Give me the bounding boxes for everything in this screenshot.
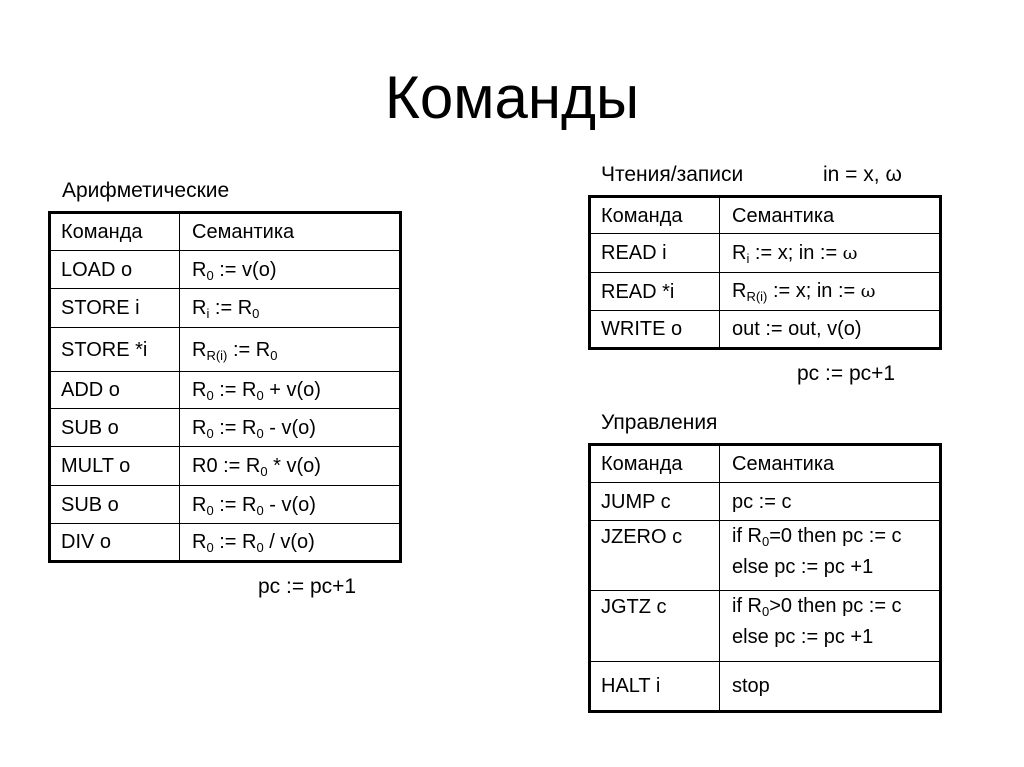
semantics-cell: $R_{R(i)}$ := x; in := ω [720,273,941,311]
column-header-semantics: Семантика [720,197,941,234]
table-header-row [590,445,941,483]
table-header-row [50,213,401,251]
command-cell: SUB o [50,486,180,524]
table-header-row [590,197,941,234]
semantics-cell: $R_0$ := $R_0 - v(o)$ [180,409,401,447]
table-row [50,447,401,486]
table-row [50,409,401,447]
column-header-semantics: Семантика [720,445,941,483]
command-cell: STORE i [50,289,180,328]
command-cell: JGTZ c [590,591,720,662]
column-header-command: Команда [50,213,180,251]
semantics-cell: $R_i$ := $R_0$ [180,289,401,328]
table-row [590,591,941,662]
command-cell: ADD o [50,372,180,409]
table-row [590,311,941,349]
table-row [590,521,941,591]
table-row [50,524,401,562]
semantics-cell: out := out, v(o) [720,311,941,349]
semantics-cell: pc := c [720,483,941,521]
table-row [50,372,401,409]
command-cell: READ i [590,234,720,273]
column-header-semantics: Семантика [180,213,401,251]
table-row [50,486,401,524]
command-cell: MULT o [50,447,180,486]
control-heading: Управления [601,411,718,434]
arith-heading: Арифметические [62,179,230,202]
io-table [588,195,942,350]
semantics-cell: R0 := $R_0 * v(o)$ [180,447,401,486]
column-header-command: Команда [590,197,720,234]
table-row [590,234,941,273]
semantics-cell: $R_0$ := v(o) [180,251,401,289]
command-cell: WRITE o [590,311,720,349]
io-footer: pc := pc+1 [797,362,896,385]
command-cell: LOAD o [50,251,180,289]
io-note: in = x, ω [823,163,902,186]
command-cell: HALT i [590,662,720,712]
command-cell: SUB o [50,409,180,447]
semantics-cell: $R_i$ := x; in := ω [720,234,941,273]
table-row [50,289,401,328]
semantics-cell: $R_0$ := $R_0 + v(o)$ [180,372,401,409]
arith-footer: pc := pc+1 [258,575,357,598]
semantics-cell: stop [720,662,941,712]
semantics-cell: $R_0$ := $R_0 / v(o)$ [180,524,401,562]
command-cell: JUMP c [590,483,720,521]
semantics-cell: $R_{R(i)}$ := $R_0$ [180,328,401,372]
io-heading: Чтения/записи [601,163,744,186]
column-header-command: Команда [590,445,720,483]
semantics-cell: $R_0$ := $R_0 - v(o)$ [180,486,401,524]
slide-title: Команды [384,64,640,131]
table-row [590,662,941,712]
command-cell: STORE *i [50,328,180,372]
command-cell: DIV o [50,524,180,562]
table-row [50,328,401,372]
table-row [50,251,401,289]
command-cell: JZERO c [590,521,720,591]
arith-table [48,211,402,563]
control-table [588,443,942,713]
table-row [590,483,941,521]
semantics-cell: if $R_0=0$ then pc := c else pc := pc +1 [720,521,941,591]
command-cell: READ *i [590,273,720,311]
table-row [590,273,941,311]
semantics-cell: if $R_0>0$ then pc := c else pc := pc +1 [720,591,941,662]
